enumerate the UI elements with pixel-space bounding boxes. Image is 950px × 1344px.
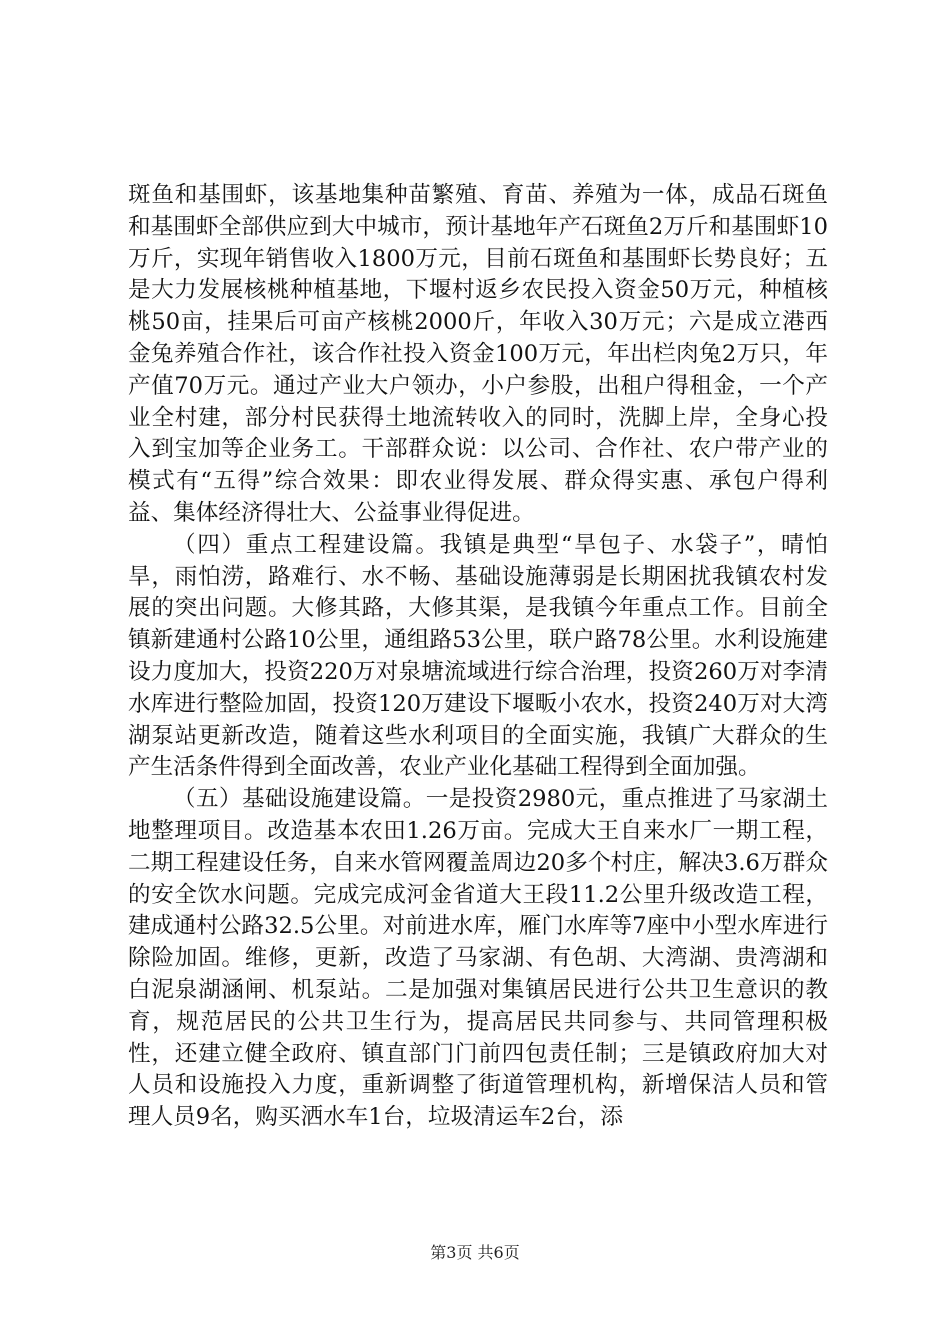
page-number: 第3页 共6页 — [430, 1243, 520, 1262]
paragraph-key-projects: （四）重点工程建设篇。我镇是典型“旱包子、水袋子”，晴怕旱，雨怕涝，路难行、水不畅、基础设施薄弱是长期困扰我镇农村发展的突出问题。大修其路，大修其渠，是我镇今年重点工作。目前全镇新建通村公路10公里，通组路53公里，联户路78公里。水利设施建设力度加大，投资220万对泉塘流域进行综合治理，投资260万对李清水库进行整险加固，投资120万建设下堰畈小农水，投资240万对大湾湖泵站更新改造，随着这些水利项目的全面实施，我镇广大群众的生产生活条件得到全面改善，农业产业化基础工程得到全面加强。 — [128, 531, 828, 781]
paragraph-continuation: 斑鱼和基围虾，该基地集种苗繁殖、育苗、养殖为一体，成品石斑鱼和基围虾全部供应到大中城市，预计基地年产石斑鱼2万斤和基围虾10万斤，实现年销售收入1800万元，目前石斑鱼和基围虾长势良好；五是大力发展核桃种植基地，下堰村返乡农民投入资金50万元，种植核桃50亩，挂果后可亩产核桃2000斤，年收入30万元；六是成立港西金兔养殖合作社，该合作社投入资金100万元，年出栏肉兔2万只，年产值70万元。通过产业大户领办，小户参股，出租户得租金，一个产业全村建，部分村民获得土地流转收入的同时，洗脚上岸，全身心投入到宝加等企业务工。干部群众说：以公司、合作社、农户带产业的模式有“五得”综合效果：即农业得发展、群众得实惠、承包户得利益、集体经济得壮大、公益事业得促进。 — [128, 182, 828, 526]
paragraph-infrastructure: （五）基础设施建设篇。一是投资2980元，重点推进了马家湖土地整理项目。改造基本农田1.26万亩。完成大王自来水厂一期工程，二期工程建设任务，自来水管网覆盖周边20多个村庄，解决3.6万群众的安全饮水问题。完成完成河金省道大王段11.2公里升级改造工程，建成通村公路32.5公里。对前进水库，雁门水库等7座中小型水库进行除险加固。维修，更新，改造了马家湖、有色胡、大湾湖、贵湾湖和白泥泉湖涵闸、机泵站。二是加强对集镇居民进行公共卫生意识的教育，规范居民的公共卫生行为，提高居民共同参与、共同管理积极性，还建立健全政府、镇直部门门前四包责任制；三是镇政府加大对人员和设施投入力度，重新调整了街道管理机构，新增保洁人员和管理人员9名，购买洒水车1台，垃圾清运车2台，添 — [128, 786, 828, 1131]
body-text — [128, 180, 828, 1134]
